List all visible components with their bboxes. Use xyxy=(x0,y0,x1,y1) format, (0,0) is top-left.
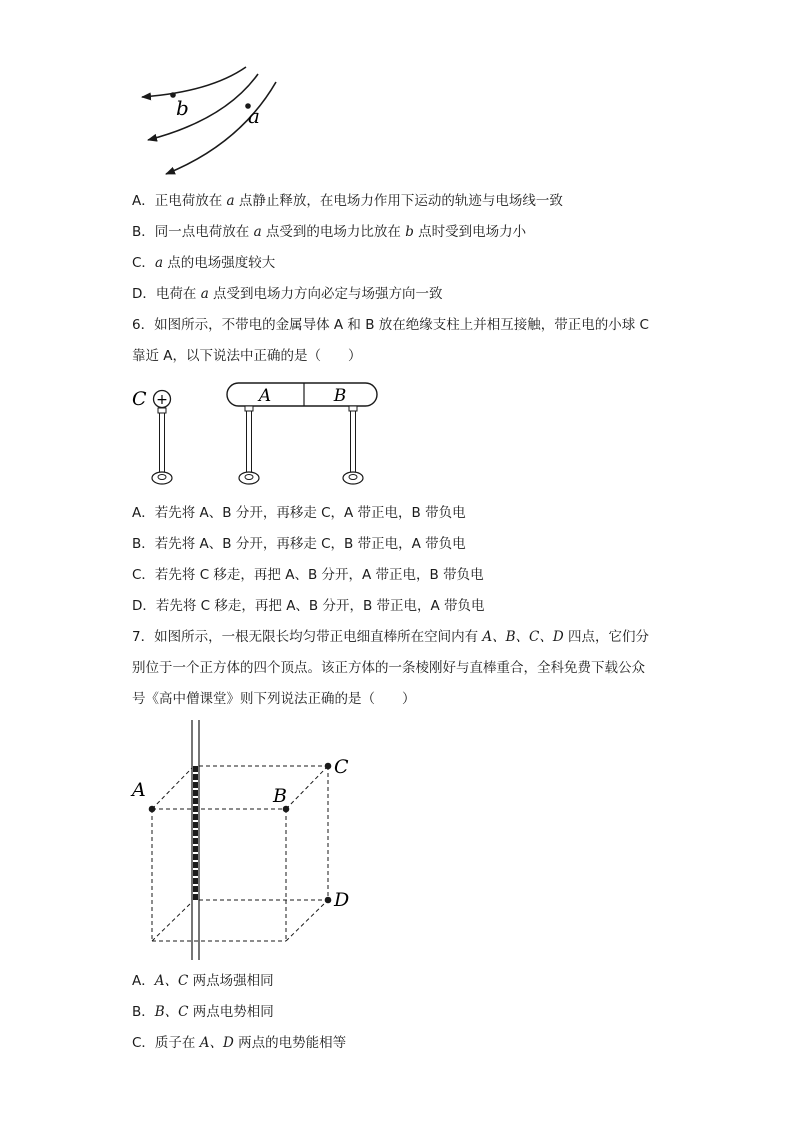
q7-option-b: B．B、C 两点电势相同 xyxy=(132,1004,274,1020)
conductor-ab xyxy=(227,383,377,406)
vertex-c xyxy=(325,763,332,770)
q7-stem-line2: 别位于一个正方体的四个顶点。该正方体的一条棱刚好与直棒重合，全科免费下载公众 xyxy=(132,660,645,676)
point-b-label: b xyxy=(176,96,189,120)
q5-option-c: C．a 点的电场强度较大 xyxy=(132,255,276,271)
stand-a xyxy=(247,411,252,473)
vertex-d xyxy=(325,897,332,904)
vertex-c-label: C xyxy=(334,756,349,778)
field-lines-figure xyxy=(130,62,280,180)
q6-stem-line2: 靠近 A，以下说法中正确的是（ ） xyxy=(132,348,362,364)
conductor-figure xyxy=(128,378,398,492)
field-line-top xyxy=(142,67,246,97)
ball-c-label: C xyxy=(132,388,147,410)
q7-stem-line1: 7．如图所示，一根无限长均匀带正电细直棒所在空间内有 A、B、C、D 四点，它们分 xyxy=(132,629,650,645)
stand-b xyxy=(351,411,356,473)
field-line-middle xyxy=(148,74,258,140)
q6-option-b: B．若先将 A、B 分开，再移走 C，B 带正电，A 带负电 xyxy=(132,536,466,552)
q5-option-a: A．正电荷放在 a 点静止释放，在电场力作用下运动的轨迹与电场线一致 xyxy=(132,193,563,209)
q7-option-c: C．质子在 A、D 两点的电势能相等 xyxy=(132,1035,347,1051)
q7-stem-line3: 号《高中僧课堂》则下列说法正确的是（ ） xyxy=(132,691,416,707)
q5-option-b: B．同一点电荷放在 a 点受到的电场力比放在 b 点时受到电场力小 xyxy=(132,224,527,240)
stand-c xyxy=(160,413,165,473)
ball-c-plus: + xyxy=(156,392,168,408)
q6-option-d: D．若先将 C 移走，再把 A、B 分开，B 带正电，A 带负电 xyxy=(132,598,485,614)
vertex-d-label: D xyxy=(334,889,350,911)
point-b-dot xyxy=(170,92,176,98)
q5-option-d: D．电荷在 a 点受到电场力方向必定与场强方向一致 xyxy=(132,286,443,302)
vertex-b-label: B xyxy=(273,785,287,807)
conductor-a-label: A xyxy=(258,386,272,406)
cube-figure xyxy=(128,718,363,966)
point-a-label: a xyxy=(248,104,260,128)
q6-option-c: C．若先将 C 移走，再把 A、B 分开，A 带正电，B 带负电 xyxy=(132,567,484,583)
q6-option-a: A．若先将 A、B 分开，再移走 C，A 带正电，B 带负电 xyxy=(132,505,466,521)
vertex-a xyxy=(149,806,156,813)
q6-stem-line1: 6．如图所示，不带电的金属导体 A 和 B 放在绝缘支柱上并相互接触，带正电的小球 C xyxy=(132,317,649,333)
vertex-a-label: A xyxy=(132,779,146,801)
conductor-b-label: B xyxy=(333,386,347,406)
q7-option-a: A．A、C 两点场强相同 xyxy=(132,973,274,989)
